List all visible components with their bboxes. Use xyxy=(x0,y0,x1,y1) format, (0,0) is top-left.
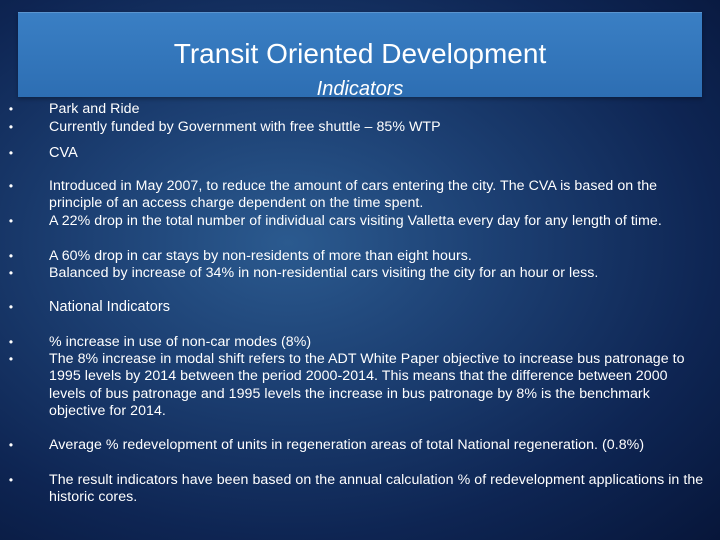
list-item-text: Average % redevelopment of units in regeneration areas of total National regeneration. (0.8%) xyxy=(49,437,645,453)
bullet-icon: • xyxy=(8,266,14,280)
list-item-text: Currently funded by Government with free shuttle – 85% WTP xyxy=(49,119,441,135)
bullet-icon: • xyxy=(8,352,14,366)
list-item-text: Balanced by increase of 34% in non-residential cars visiting the city for an hour or less. xyxy=(49,265,599,281)
bullet-icon: • xyxy=(8,120,14,134)
bullet-icon: • xyxy=(8,300,14,314)
list-item-text: A 22% drop in the total number of individual cars visiting Valletta every day for any length of time. xyxy=(49,213,662,229)
list-item-text: The 8% increase in modal shift refers to the ADT White Paper objective to increase bus patronage to 1995 levels by 2014 between the period 2000-2014. This means that the difference between 2000 levels of bus patronage and 1995 levels the increase in bus patronage by 8% is the benchmark objective for 2014. xyxy=(49,351,685,420)
bullet-icon: • xyxy=(8,335,14,349)
list-item-text: Park and Ride xyxy=(49,101,140,117)
list-item-text: The result indicators have been based on the annual calculation % of redevelopment applications in the historic cores. xyxy=(49,472,704,506)
bullet-icon: • xyxy=(8,438,14,452)
bullet-icon: • xyxy=(8,473,14,487)
list-item-text: A 60% drop in car stays by non-residents of more than eight hours. xyxy=(49,248,472,264)
section-heading-cva: CVA xyxy=(49,145,78,161)
list-item-text: % increase in use of non-car modes (8%) xyxy=(49,334,312,350)
bullet-icon: • xyxy=(8,179,14,193)
bullet-icon: • xyxy=(8,214,14,228)
slide-subtitle: Indicators xyxy=(316,78,404,100)
list-item-text: Introduced in May 2007, to reduce the amount of cars entering the city. The CVA is based on the principle of an access charge dependent on the time spent. xyxy=(49,178,658,212)
section-heading-national-indicators: National Indicators xyxy=(49,299,171,315)
slide-title: Transit Oriented Development xyxy=(173,38,547,69)
bullet-icon: • xyxy=(8,146,14,160)
bullet-icon: • xyxy=(8,249,14,263)
bullet-icon: • xyxy=(8,102,14,116)
